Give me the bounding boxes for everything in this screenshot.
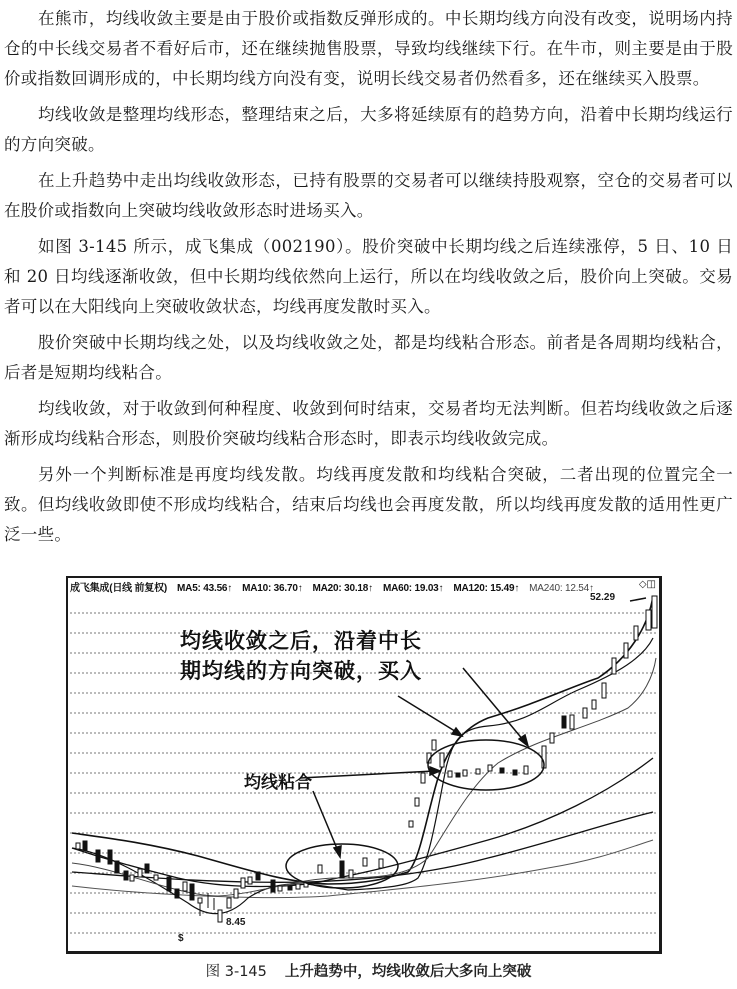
caption-text: 上升趋势中，均线收敛后大多向上突破 [284, 964, 532, 980]
chart-header [70, 579, 604, 594]
body-text [4, 4, 733, 550]
paragraph: 均线收敛是整理均线形态，整理结束之后，大多将延续原有的趋势方向，沿着中长期均线运行的方向突破。 [4, 105, 733, 154]
ma240-value: MA240: 12.54↑ [529, 583, 594, 594]
paragraph: 股价突破中长期均线之处，以及均线收敛之处，都是均线粘合形态。前者是各周期均线粘合，后者是短期均线粘合。 [4, 333, 733, 382]
ma60-value: MA60: 19.03↑ [382, 583, 444, 594]
ma10-value: MA10: 36.70↑ [242, 583, 303, 594]
breakout-callout [180, 626, 422, 686]
bottom-marker: $ [178, 933, 184, 944]
highlight-ellipses [286, 740, 544, 888]
ma20-value: MA20: 30.18↑ [312, 583, 373, 594]
adhesion-callout: 均线粘合 [244, 773, 312, 793]
chart-toolbar-icons: ◇◫ [638, 579, 656, 590]
stock-chart-figure [66, 576, 662, 954]
caption-number: 图 3-145 [205, 964, 267, 980]
paragraph: 在熊市，均线收敛主要是由于股价或指数反弹形成的。中长期均线方向没有改变，说明场内持仓的中长线交易者不看好后市，还在继续抛售股票，导致均线继续下行。在牛市，则主要是由于股价或指数回调形成的，中长期均线方向没有变，说明长线交易者仍然看多，还在继续买入股票。 [4, 9, 733, 88]
paragraph: 均线收敛，对于收敛到何种程度、收敛到何时结束，交易者均无法判断。但若均线收敛之后逐渐形成均线粘合形态，则股价突破均线粘合形态时，即表示均线收敛完成。 [4, 399, 733, 448]
callout-line: 期均线的方向突破，买入 [180, 659, 422, 683]
ma5-value: MA5: 43.56↑ [177, 583, 233, 594]
paragraph: 如图 3-145 所示，成飞集成（002190）。股价突破中长期均线之后连续涨停，5 日、10 日和 20 日均线逐渐收敛，但中长期均线依然向上运行，所以在均线收敛之后，股价向上突破。交易者可以在大阳线向上突破收敛状态，均线再度发散时买入。 [4, 237, 733, 316]
callout-line: 均线收敛之后，沿着中长 [180, 629, 422, 653]
low-price-label: 8.45 [226, 917, 246, 928]
ma120-value: MA120: 15.49↑ [453, 583, 520, 594]
paragraph: 在上升趋势中走出均线收敛形态，已持有股票的交易者可以继续持股观察，空仓的交易者可以在股价或指数向上突破均线收敛形态时进场买入。 [4, 171, 733, 220]
paragraph: 另外一个判断标准是再度均线发散。均线再度发散和均线粘合突破，二者出现的位置完全一致。但均线收敛即使不形成均线粘合，结束后均线也会再度发散，所以均线再度发散的适用性更广泛一些。 [4, 465, 733, 544]
figure-caption [0, 960, 737, 981]
high-price-label: 52.29 [590, 592, 616, 603]
stock-title: 成飞集成(日线 前复权) [70, 583, 168, 594]
